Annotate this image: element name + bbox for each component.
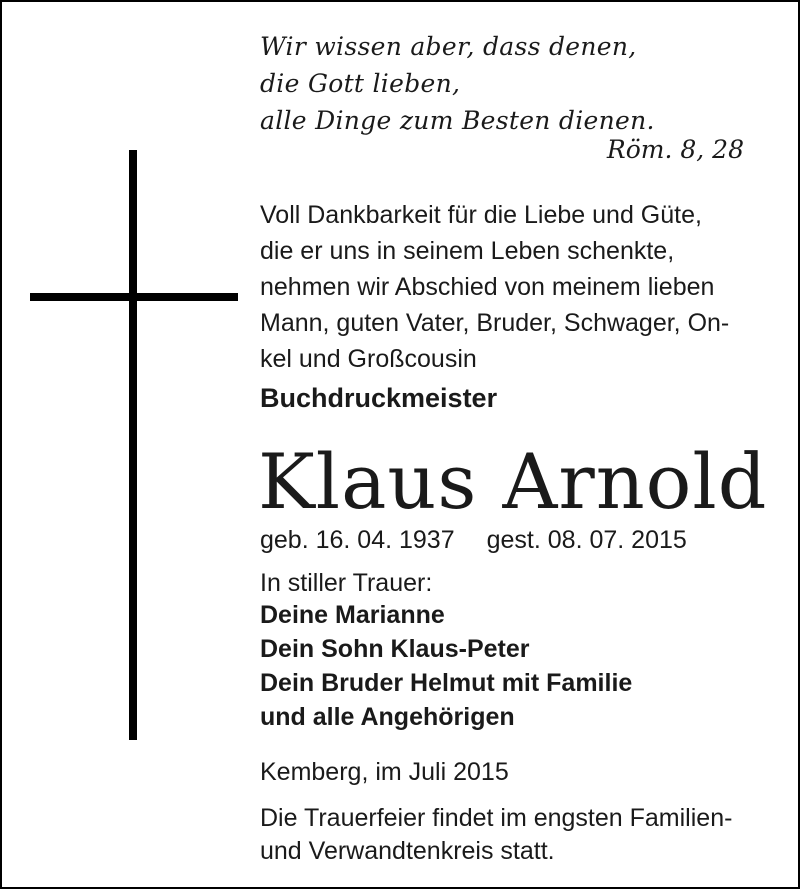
mourner: Dein Sohn Klaus-Peter [260, 635, 530, 663]
mourner: und alle Angehörigen [260, 703, 515, 731]
mourners-list [260, 598, 632, 734]
deceased-title: Buchdruckmeister [260, 383, 498, 413]
deceased-name: Klaus Arnold [258, 437, 768, 526]
bible-verse [260, 28, 655, 139]
mourner: Dein Bruder Helmut mit Familie [260, 669, 633, 697]
cross-icon [129, 150, 137, 740]
funeral-line: und Verwandtenkreis statt. [260, 837, 555, 865]
birth-date: geb. 16. 04. 1937 [260, 526, 455, 554]
verse-line: alle Dinge zum Besten dienen. [260, 106, 655, 135]
verse-reference: Röm. 8, 28 [606, 135, 744, 164]
verse-line: Wir wissen aber, dass denen, [260, 32, 637, 61]
mourning-intro: In stiller Trauer: [260, 569, 433, 597]
cross-icon-beam [30, 293, 238, 301]
funeral-line: Die Trauerfeier findet im engsten Familien- [260, 804, 733, 832]
life-dates [260, 520, 687, 560]
death-date: gest. 08. 07. 2015 [486, 526, 687, 554]
gratitude-text [260, 197, 729, 377]
mourner: Deine Marianne [260, 601, 445, 629]
verse-line: die Gott lieben, [260, 69, 461, 98]
text-line: Voll Dankbarkeit für die Liebe und Güte, [260, 201, 702, 229]
funeral-note [260, 802, 732, 868]
text-line: nehmen wir Abschied von meinem lieben [260, 273, 715, 301]
text-line: Mann, guten Vater, Bruder, Schwager, On- [260, 309, 730, 337]
text-line: die er uns in seinem Leben schenkte, [260, 237, 675, 265]
text-line: kel und Großcousin [260, 345, 477, 373]
place-date: Kemberg, im Juli 2015 [260, 758, 509, 786]
